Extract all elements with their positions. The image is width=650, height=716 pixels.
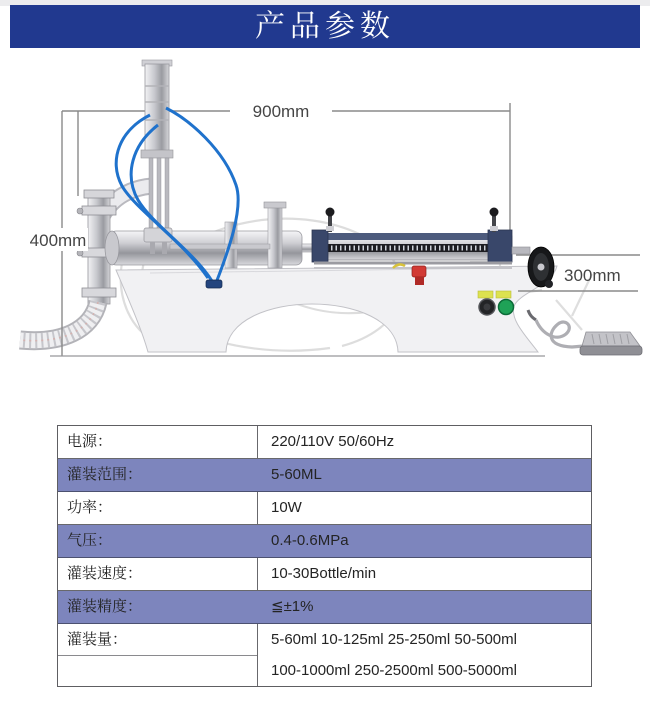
tube-fitting	[206, 280, 222, 288]
spec-label: 灌装范围：	[67, 466, 143, 483]
spec-label: 灌装精度：	[67, 598, 143, 615]
spec-row-filling-volume	[58, 624, 591, 686]
spec-value: 10-30Bottle/min	[271, 565, 377, 582]
section-title-banner	[10, 5, 640, 48]
spec-row-filling-range	[58, 459, 591, 492]
spec-row-power	[58, 492, 591, 525]
spec-label: 电源：	[58, 426, 258, 458]
power-knob-center	[484, 304, 491, 311]
suction-hose	[20, 302, 98, 341]
dim-label-width: 900mm	[252, 102, 310, 121]
warning-sticker	[496, 291, 511, 298]
spec-label: 气压：	[67, 532, 113, 549]
section-title: 产品参数	[255, 10, 395, 43]
spec-label: 灌装量：	[58, 624, 257, 656]
spec-value-line1: 5-60ml 10-125ml 25-250ml 50-500ml	[271, 631, 517, 648]
spec-label: 功率：	[58, 492, 258, 524]
spec-value-line2: 100-1000ml 250-2500ml 500-5000ml	[271, 662, 517, 679]
red-regulator-base	[415, 277, 424, 285]
spec-value: 0.4-0.6MPa	[271, 532, 349, 549]
red-regulator-knob	[412, 266, 426, 277]
piston-cylinder	[105, 202, 330, 268]
warning-sticker	[478, 291, 493, 298]
spec-value: 5-60ML	[271, 466, 322, 483]
dim-label-height: 400mm	[29, 231, 87, 250]
spec-label: 灌装速度：	[58, 558, 258, 590]
spec-value: 220/110V 50/60Hz	[271, 433, 395, 450]
spec-row-power-supply	[58, 426, 591, 459]
stroke-rail	[312, 208, 530, 269]
pedal-cable	[528, 310, 584, 347]
start-button	[499, 300, 514, 315]
spec-row-filling-accuracy	[58, 591, 591, 624]
handwheel	[528, 247, 554, 288]
dimension-lines-back	[62, 103, 510, 242]
foot-pedal	[580, 332, 642, 355]
spec-value: ≦±1%	[271, 598, 314, 615]
dim-label-depth: 300mm	[564, 266, 621, 285]
spec-value: 10W	[271, 499, 302, 516]
spec-label-empty	[58, 656, 257, 686]
spec-row-filling-speed	[58, 558, 591, 591]
spec-table	[57, 425, 592, 687]
spec-row-air-pressure	[58, 525, 591, 558]
